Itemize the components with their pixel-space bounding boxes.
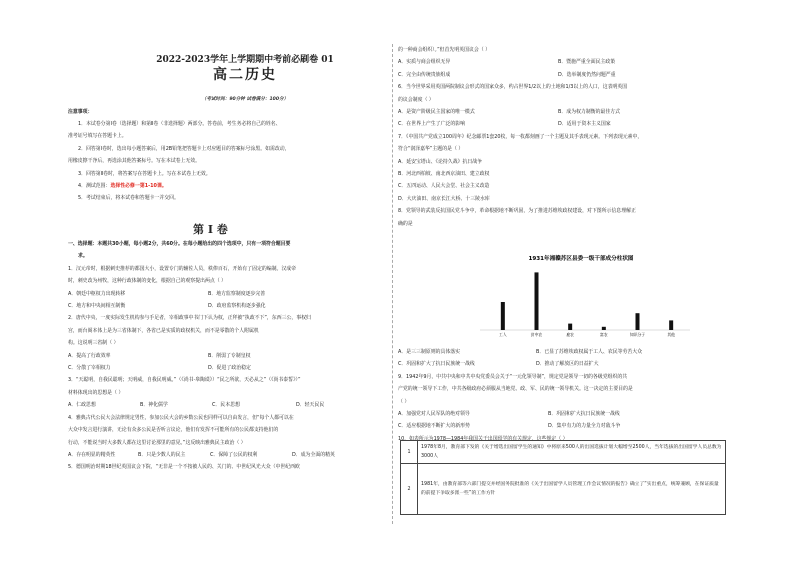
- q9-options: [398, 420, 728, 432]
- option[interactable]: C．五四运动、人民大会堂、社会主义改造: [398, 183, 490, 190]
- notice-line: 3．回答第Ⅱ卷时，将答案写在答题卡上。写在本试卷上无效。: [78, 170, 211, 177]
- bar-5: [669, 320, 673, 330]
- policy-table: [400, 440, 726, 515]
- row-index: 1: [401, 441, 418, 464]
- instructions-line: 求。: [78, 253, 88, 260]
- option[interactable]: A．朝廷中枢权力出现转移: [68, 290, 126, 297]
- time-note: （考试时间：90分钟 试卷满分：100分）: [201, 97, 289, 102]
- row-index: 2: [401, 464, 418, 515]
- option[interactable]: C．分散了宰相权力: [68, 365, 111, 372]
- option[interactable]: B．地方监察制度逐步完善: [208, 290, 266, 297]
- q9-stem: 产党的统一领导下工作，中共各级政府必须服从当地党、政、军、民的统一领导机关。这一决定的主要目的是: [398, 386, 633, 393]
- q1-stem: 时，刺史改为州牧，这种行政体制的变化，根据自己的观察提出两点（ ）: [68, 278, 227, 285]
- q1-options: [68, 300, 390, 312]
- option[interactable]: B．暨施严重全面民主政策: [558, 59, 616, 66]
- x-tick-label: 贫中农: [530, 332, 543, 337]
- notice-line: 1．本试卷分第Ⅰ卷（选择题）和第Ⅱ卷（非选择题）两部分。答卷前，考生务必将自己的姓名、: [78, 121, 281, 127]
- q5-options: [398, 56, 728, 68]
- q10-stem: 10．如表所示为1978—1984年我国关于出国留学的有关规定，这些规定（ ）: [398, 435, 568, 442]
- option[interactable]: A．是三三制原则的具体落实: [398, 349, 461, 355]
- q2-options: [68, 350, 390, 362]
- notice-line: 用橡皮擦干净后，再选涂其他答案标号。写在本试卷上无效。: [68, 158, 201, 165]
- q6-stem: 6．当今世界采用英国两院制议会形式的国家众多，约占世界1/2以上的土地和1/3以上的人口，这表明英国: [398, 84, 628, 91]
- subject-title: 高二历史: [213, 67, 277, 83]
- notice-scope-value: 选择性必修一第1-10课。: [110, 183, 167, 190]
- instructions-line: 一、选择题：本题共30小题，每小题2分，共60分。在每小题给出的四个选项中，只有一项符合题目要: [68, 241, 291, 247]
- option[interactable]: A．是资产阶级民主国家的唯一模式: [398, 109, 475, 116]
- q2-options: [68, 362, 390, 374]
- q3-options: [68, 399, 390, 411]
- x-tick-label: 知识分子: [629, 332, 646, 337]
- option[interactable]: C．巩固和扩大了抗日民族统一战线: [398, 361, 475, 368]
- q5-stem-cont: 的一种商会组织）。”但首先明英国议会（ ）: [398, 47, 491, 53]
- q1-stem: 1．汉元帝时，根据刺史推荐的都国大小，设置专门的辅佐人员，秩俸百石，开始有了固定的编制。汉成帝: [68, 265, 297, 272]
- q5-options: [398, 69, 728, 81]
- option[interactable]: D．政府监察机构逐步强化: [208, 303, 266, 310]
- x-tick-label: 富农: [600, 332, 608, 337]
- notice-list: [68, 118, 390, 205]
- table-row: [401, 441, 726, 464]
- option[interactable]: B．巩固和扩大抗日民族统一战线: [548, 411, 620, 418]
- q9-options: [398, 408, 728, 420]
- option[interactable]: A．存在明显的精英性: [68, 451, 116, 458]
- q7-stem: 7．《中国共产党成立100周年》纪念邮票1套20枚，每一枚都刻画了一个主题及其手表现元素。下列表现元素中，: [398, 133, 643, 140]
- notice-line: 2．回答第Ⅰ卷时，选出每小题答案后，用2B铅笔把答题卡上对应题目的答案标号涂黑。如需改动，: [78, 145, 290, 152]
- option[interactable]: B．已显了苏维埃政权属于工人、农民等劳苦大众: [536, 349, 643, 355]
- notice-line: 5．考试结束后，将本试卷和答题卡一并交回。: [78, 195, 179, 202]
- option[interactable]: C．民本思想: [212, 402, 240, 409]
- q5-stem: 5．德国明治时期18世纪英国议会下院，“无非是一个不按被人民的、关门的、中世纪风光大众（中世纪西欧: [68, 464, 300, 471]
- option[interactable]: D．集中有力的力量全力对敌斗争: [548, 423, 621, 430]
- q8-stem: 确的是: [398, 220, 413, 227]
- x-tick-label: 工人: [499, 332, 507, 337]
- option[interactable]: A．延安宝塔山、《论持久战》抗日战争: [398, 158, 483, 165]
- cadre-composition-chart: [466, 252, 696, 342]
- q3-stem: 材料体现出的思想是（ ）: [68, 389, 124, 396]
- q1-options: [68, 288, 390, 300]
- exam-title: 2022-2023学年上学期期中考前必刷卷 01: [156, 55, 334, 65]
- option[interactable]: D．促进了政治稳定: [208, 365, 251, 372]
- option[interactable]: C．适应根据地不断扩大的新形势: [398, 423, 470, 430]
- row-text: 1978年8月，教育部下发的《关于增选出国留学生的通知》中将原来500人的出国选拔计划大幅增至2500人，当年选拔的出国留学人员总数为3000人: [418, 441, 726, 464]
- option[interactable]: B．只是少数人的民主: [138, 451, 186, 458]
- option[interactable]: D．大庆油田、南京长江大桥、十三陵水库: [398, 195, 490, 202]
- chart-title: 1931年湘赣苏区县委一级干部成分柱状图: [528, 256, 634, 262]
- q9-stem: （ ）: [398, 398, 410, 405]
- q2-stem: 构。这说明三省制（ ）: [68, 340, 119, 347]
- chart-questions: [398, 346, 728, 445]
- notice-scope: [68, 180, 390, 192]
- right-column: [398, 44, 728, 230]
- q2-stem: 宫，而台阁本体上是为三省体制下，各省已是实质的政权机关，而不是零散的个人附属机: [68, 327, 259, 334]
- q4-options: [68, 449, 390, 461]
- option[interactable]: A．仁政思想: [68, 402, 96, 409]
- q7-stem: 符合“润泽嘉华”主题的是（ ）: [398, 146, 464, 153]
- q6-options: [398, 118, 728, 130]
- option[interactable]: C．地方和中央间相互制衡: [68, 303, 126, 310]
- option[interactable]: B．神化儒学: [140, 402, 168, 409]
- x-tick-label: 其他: [667, 332, 675, 337]
- notice-scope-label: 4．测试范围：: [78, 183, 111, 190]
- option[interactable]: B．成为权力制衡的最佳方式: [558, 109, 621, 116]
- option[interactable]: C．完全由传统贵族组成: [398, 71, 451, 78]
- q4-stem: 行动，不能说当时大多数人都在这里讨论那里的意见。”这反映出雅典民主政治（ ）: [68, 439, 246, 446]
- q8-stem: 8．党领导的武装反抗国民党斗争中，革命根据地不断巩固，为了推进苏维埃政权建设，对下图所示信息理解正: [398, 208, 636, 215]
- q3-stem: 3．“天聪明，自我民聪明；天明威，自我民明威。”（《尚书·皋陶谟》）“民之所欲，天必从之”（《尚书泰誓》）”: [68, 377, 301, 384]
- table-row: [401, 464, 726, 515]
- option[interactable]: A．加强党对人民军队的绝对领导: [398, 411, 470, 418]
- row-text: 1981年，由教育部等六部门提交并经国务院批准的《关于出国留学人员管理工作会议情况的报告》确立了“实出重点，统筹兼顾，在保证质量的前提下争取多派一些”的工作方针: [418, 464, 726, 515]
- option[interactable]: B．河北西柏坡、南北西京油田、建立政权: [398, 171, 490, 178]
- option[interactable]: A．实质与商会组织无异: [398, 59, 451, 66]
- x-tick-label: 雇农: [566, 332, 574, 337]
- column-divider: [392, 44, 394, 524]
- bar-3: [602, 327, 606, 330]
- q8-options: [398, 346, 728, 358]
- q4-stem: 大众中发言进行演讲，无论有众多公民是否听言议论，他们有发挥不可能所有的公民都支持他们的: [68, 427, 279, 434]
- notice-title: 注意事项：: [68, 109, 93, 115]
- notice-line: 准考证号填写在答题卡上。: [68, 133, 127, 140]
- option[interactable]: C．保障了公民的权利: [210, 451, 258, 458]
- option[interactable]: D．轻天民民: [296, 402, 325, 409]
- q6-options: [398, 106, 728, 118]
- bar-2: [568, 324, 572, 330]
- option[interactable]: D．成为全面的精英: [292, 451, 335, 458]
- q6-stem: 的议会制度（ ）: [398, 96, 434, 103]
- option[interactable]: C．在世界上产生了广泛的影响: [398, 121, 465, 128]
- question-area: [68, 238, 390, 474]
- q8-options: [398, 358, 728, 370]
- option[interactable]: D．选举制度仍然问题严重: [558, 71, 616, 78]
- option[interactable]: B．削弱了专制皇权: [208, 352, 251, 359]
- bar-0: [501, 302, 505, 330]
- bar-4: [636, 313, 640, 330]
- q2-stem: 2．唐代中央，一度实际发生机构参与手足者，宰相政事中书门下认为权，正拜被“执政不下”，东西三公，事权归: [68, 315, 311, 322]
- q4-stem: 4．雅典古代公民大会法律规定男性，参加公民大会的乡数公民也同样可以自由发言，但“每个人都可以在: [68, 414, 294, 421]
- bar-1: [535, 272, 539, 330]
- option[interactable]: D．适用于资本主义国家: [558, 121, 611, 128]
- q9-stem: 9．1942年9月，中共中央和中共中央党委员会关于“一元化领导制”，规定党是领导一切的各级党组织的共: [398, 373, 628, 380]
- section-heading: 第 Ⅰ 卷: [193, 223, 228, 236]
- option[interactable]: D．推动了解放区的日益扩大: [536, 361, 599, 368]
- option[interactable]: A．提高了行政效率: [68, 352, 111, 359]
